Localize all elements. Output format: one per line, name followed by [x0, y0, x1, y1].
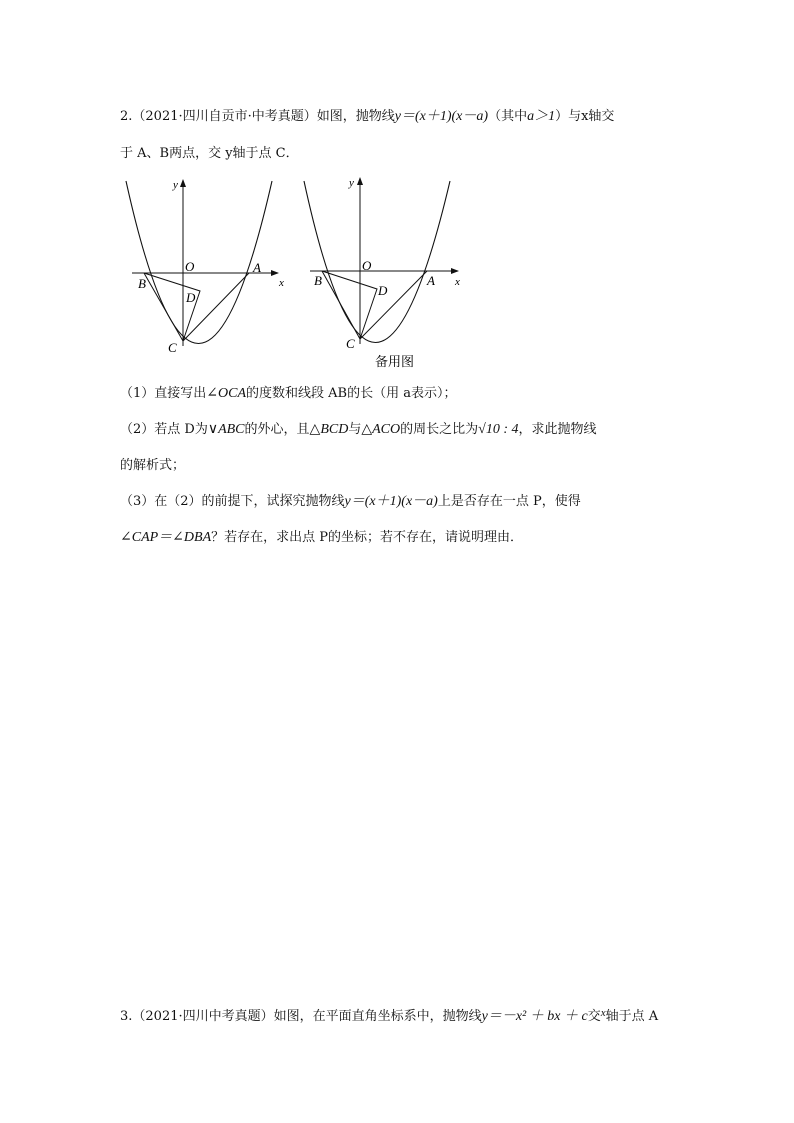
point-c-label: C [346, 336, 355, 351]
question-1-text: （1）直接写出 [120, 386, 207, 401]
question-3 [120, 492, 581, 512]
point-a-label: A [427, 273, 435, 288]
question-1 [120, 384, 456, 404]
segment-ca [183, 273, 249, 341]
point-d-label: D [378, 283, 388, 298]
question-2-line2: 的解析式； [120, 458, 186, 473]
point-d-label: D [186, 290, 196, 305]
point-b-label: B [138, 276, 146, 291]
problem2-line1 [120, 107, 614, 127]
question-2 [120, 420, 597, 440]
condition-a: a＞1 [527, 109, 556, 124]
parabola-figure-main [118, 176, 288, 356]
question-1-text: 的度数和线段 AB的长（用 a表示）； [246, 386, 457, 401]
figure-caption: 备用图 [375, 355, 415, 370]
point-b-label: B [314, 273, 322, 288]
question-2-text: 的周长之比为 [400, 422, 479, 437]
problem2-text: （其中 [488, 109, 528, 124]
triangle-bcd [322, 271, 377, 339]
y-axis-label: y [173, 179, 178, 191]
triangle-abc: ∨ABC [207, 422, 245, 437]
point-c-label: C [168, 340, 177, 355]
problem2-line2: 于 A、B两点，交 y轴于点 C． [120, 146, 299, 161]
problem3-line1 [120, 1003, 658, 1027]
triangle-bcd-math: △BCD [309, 422, 349, 437]
problem3-text: 轴于点 A [605, 1009, 659, 1024]
parabola-figure-spare [298, 174, 468, 369]
segment-ca [360, 271, 427, 339]
question-2-text: （2）若点 D为 [120, 422, 208, 437]
question-3-text: （3）在（2）的前提下，试探究抛物线 [120, 494, 345, 509]
ratio-expression: √10 : 4 [478, 422, 519, 437]
parabola-curve [304, 181, 450, 343]
question-3-line2 [120, 528, 523, 548]
angle-equation: ∠CAP＝∠DBA [120, 530, 212, 545]
point-o-label: O [185, 259, 195, 274]
question-3-text: ？若存在，求出点 P的坐标；若不存在，请说明理由． [211, 530, 524, 545]
parabola-curve [126, 181, 272, 344]
point-o-label: O [362, 258, 372, 273]
triangle-aco-math: △ACO [361, 422, 401, 437]
x-axis-label: x [279, 277, 284, 289]
x-axis-label: x [455, 276, 460, 288]
point-a-label: A [253, 260, 261, 275]
question-2-text: ，求此抛物线 [518, 422, 597, 437]
problem2-intro-text: 2.（2021·四川自贡市·中考真题）如图，抛物线 [120, 109, 395, 124]
parabola-equation-2: y＝－x² ＋ bx ＋ c [481, 1009, 588, 1024]
problem3-text: 交 [587, 1009, 601, 1024]
angle-oca: ∠OCA [206, 386, 247, 401]
question-3-text: 上是否存在一点 P，使得 [437, 494, 581, 509]
question-2-text: 的外心，且 [244, 422, 310, 437]
parabola-equation: y＝(x＋1)(x－a) [344, 494, 438, 509]
triangle-bcd [144, 273, 200, 341]
problem2-text: ）与x轴交 [555, 109, 615, 124]
parabola-equation: y＝(x＋1)(x－a) [394, 109, 489, 124]
question-2-text: 与 [348, 422, 362, 437]
y-axis-label: y [349, 177, 354, 189]
problem3-intro-text: 3.（2021·四川中考真题）如图，在平面直角坐标系中，抛物线 [120, 1009, 482, 1024]
x-variable: x [600, 1007, 606, 1019]
